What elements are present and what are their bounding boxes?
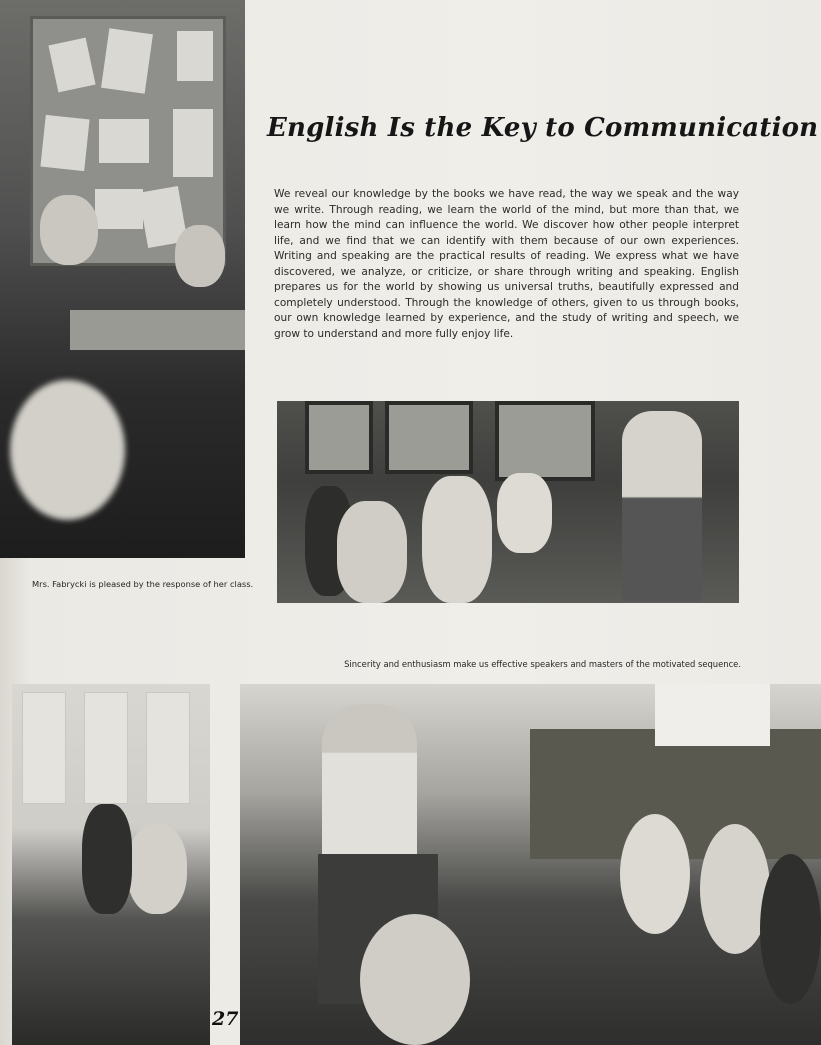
student-figure (127, 824, 187, 914)
speaker-figure (322, 704, 417, 864)
caption-teacher-photo: Mrs. Fabrycki is pleased by the response of her class. (32, 579, 254, 589)
student-figure (82, 804, 132, 914)
window (495, 401, 595, 481)
student-figure (620, 814, 690, 934)
window (305, 401, 373, 474)
body-paragraph: We reveal our knowledge by the books we have read, the way we speak and the way we write. Through reading, we learn the world of the mind, but more than that, we learn how the mind can influence the world. We discover how other people interpret life, and we find that we can identify with them because of our own experiences. Writing and speaking are the practical results of reading. We express what we have discovered, we analyze, or criticize, or share through writing and speaking. English prepares us for the world by showing us universal truths, beautifully expressed and completely understood. Through the knowledge of others, given to us through books, our own knowledge learned by experience, and the study of writing and speech, we grow to understand and more fully enjoy life. (274, 188, 739, 340)
student-figure (760, 854, 821, 1004)
desk (70, 310, 245, 350)
student-figure (497, 473, 552, 553)
photo-student-speaker (240, 684, 821, 1045)
page-title: English Is the Key to Communication (267, 113, 819, 143)
wall-panel (22, 692, 66, 804)
photo-teacher-classroom (277, 401, 739, 603)
student-figure (422, 476, 492, 603)
student-figure (360, 914, 470, 1045)
window (385, 401, 473, 474)
caption-speaker-photo: Sincerity and enthusiasm make us effective speakers and masters of the motivated sequence. (344, 659, 741, 669)
student-figure (337, 501, 407, 603)
poster (655, 684, 770, 746)
student-figure (10, 380, 125, 520)
student-figure (40, 195, 98, 265)
page-number: 27 (212, 1008, 239, 1030)
teacher-figure (622, 411, 702, 601)
wall-panel (146, 692, 190, 804)
photo-seated-students (12, 684, 210, 1045)
student-figure (175, 225, 225, 287)
wall-panel (84, 692, 128, 804)
photo-students-at-desks (0, 0, 245, 558)
